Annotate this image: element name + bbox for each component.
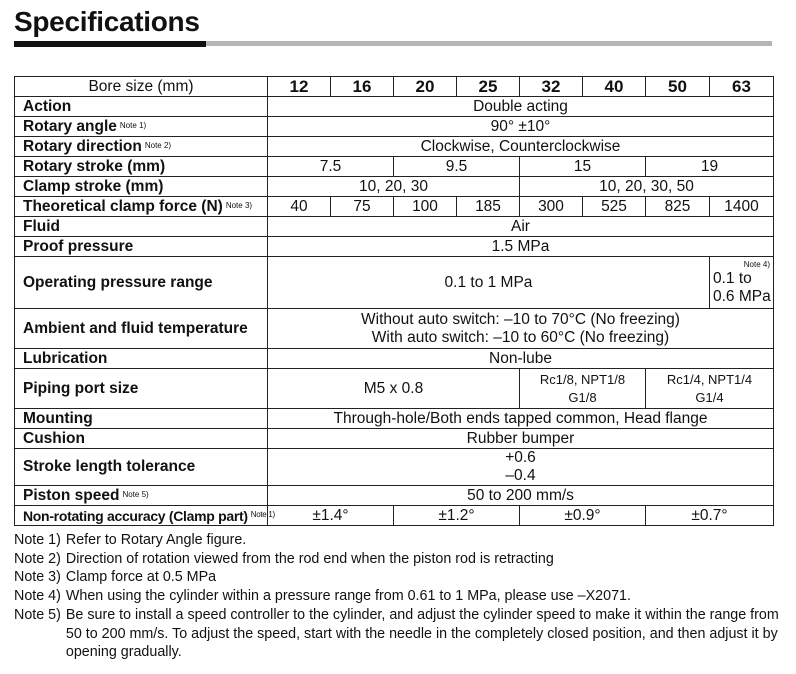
table-row-clamp-force: [15, 197, 774, 217]
clamp-stroke-value: 10, 20, 30, 50: [520, 177, 774, 197]
note-ref: Note 1): [119, 120, 147, 130]
temperature-line: With auto switch: –10 to 60°C (No freezing): [371, 328, 670, 346]
clamp-force-value: 525: [583, 197, 646, 217]
lubrication-label: Lubrication: [15, 349, 268, 369]
rotary-angle-label: Rotary angle $^{Note 1)}$: [15, 117, 268, 137]
note-2: Note 2) Direction of rotation viewed from the rod end when the piston rod is retracting: [14, 550, 554, 567]
mounting-value: Through-hole/Both ends tapped common, Head flange: [268, 409, 774, 429]
note-4: Note 4) When using the cylinder within a pressure range from 0.61 to 1 MPa, please use –X2071.: [14, 588, 631, 605]
table-row-cushion: [15, 429, 774, 449]
piping-port-value: Rc1/8, NPT1/8 G1/8: [520, 369, 646, 409]
piston-speed-label: Piston speed $^{Note 5)}$: [15, 486, 268, 506]
clamp-stroke-value: 10, 20, 30: [268, 177, 520, 197]
rotary-stroke-value: 9.5: [394, 157, 520, 177]
note-ref: Note 3): [225, 200, 253, 210]
operating-pressure-label: Operating pressure range: [15, 257, 268, 309]
clamp-force-value: 185: [457, 197, 520, 217]
table-row-proof-pressure: [15, 237, 774, 257]
note-ref: Note 5): [122, 489, 149, 499]
piping-port-value: Rc1/4, NPT1/4 G1/4: [646, 369, 774, 409]
table-row-lubrication: [15, 349, 774, 369]
table-row-piston-speed: [15, 486, 774, 506]
proof-pressure-label: Proof pressure: [15, 237, 268, 257]
page-title: Specifications: [14, 6, 200, 37]
bore-50: 50: [646, 77, 710, 97]
note-ref: Note 1): [250, 509, 275, 519]
note-5: Note 5) Be sure to install a speed controller to the cylinder, and adjust the cylinder speed to make it within the range from 50 to 200 mm/s. To adjust the speed, start with the needle in the completely closed position, and then adjust it by opening gradually.: [14, 606, 779, 661]
proof-pressure-value: 1.5 MPa: [268, 237, 774, 257]
note-1: Note 1) Refer to Rotary Angle figure.: [14, 532, 247, 548]
note-ref: Note 4): [743, 259, 770, 269]
clamp-stroke-label: Clamp stroke (mm): [15, 177, 268, 197]
rotary-direction-label: Rotary direction $^{Note 2)}$: [15, 137, 268, 157]
temperature-label: Ambient and fluid temperature: [15, 309, 268, 349]
clamp-force-value: 40: [268, 197, 331, 217]
temperature-value: [268, 309, 774, 349]
table-row-rotary-stroke: [15, 157, 774, 177]
operating-pressure-value-63: [710, 257, 774, 309]
operating-pressure-alt-line: 0.1 to: [713, 269, 752, 287]
table-row-fluid: [15, 217, 774, 237]
stroke-tolerance-label: Stroke length tolerance: [15, 449, 268, 486]
operating-pressure-value: 0.1 to 1 MPa: [268, 257, 710, 309]
rotary-stroke-label: Rotary stroke (mm): [15, 157, 268, 177]
cushion-label: Cushion: [15, 429, 268, 449]
accuracy-value: ±1.4°: [268, 506, 394, 526]
lubrication-value: Non-lube: [268, 349, 774, 369]
tolerance-minus: –0.4: [505, 467, 536, 484]
table-row-piping-port: [15, 369, 774, 409]
temperature-line: Without auto switch: –10 to 70°C (No freezing): [361, 310, 680, 328]
title-underline-accent: [14, 41, 206, 47]
bore-20: 20: [394, 77, 457, 97]
note-3: Note 3) Clamp force at 0.5 MPa: [14, 569, 217, 586]
piping-port-value: M5 x 0.8: [268, 369, 520, 409]
clamp-force-value: 300: [520, 197, 583, 217]
bore-63: 63: [710, 77, 774, 97]
rotary-stroke-value: 19: [646, 157, 774, 177]
note-ref: Note 2): [144, 140, 172, 150]
bore-12: 12: [268, 77, 331, 97]
table-row-mounting: [15, 409, 774, 429]
cushion-value: Rubber bumper: [268, 429, 774, 449]
rotary-direction-value: Clockwise, Counterclockwise: [268, 137, 774, 157]
specifications-table: [14, 76, 774, 526]
table-row-rotary-angle: [15, 117, 774, 137]
action-value: Double acting: [268, 97, 774, 117]
rotary-stroke-value: 7.5: [268, 157, 394, 177]
bore-16: 16: [331, 77, 394, 97]
accuracy-value: ±0.9°: [520, 506, 646, 526]
notes-section: [14, 531, 784, 662]
bore-32: 32: [520, 77, 583, 97]
clamp-force-value: 825: [646, 197, 710, 217]
mounting-label: Mounting: [15, 409, 268, 429]
table-row-clamp-stroke: [15, 177, 774, 197]
table-row-action: [15, 97, 774, 117]
clamp-force-label: Theoretical clamp force (N) $^{Note 3)}$: [15, 197, 268, 217]
table-row-stroke-tolerance: [15, 449, 774, 486]
accuracy-value: ±0.7°: [646, 506, 774, 526]
piston-speed-value: 50 to 200 mm/s: [268, 486, 774, 506]
table-row-accuracy: [15, 506, 774, 526]
piping-port-label: Piping port size: [15, 369, 268, 409]
table-row-temperature: [15, 309, 774, 349]
rotary-stroke-value: 15: [520, 157, 646, 177]
rotary-angle-value: 90° ±10°: [268, 117, 774, 137]
clamp-force-value: 75: [331, 197, 394, 217]
table-row-rotary-direction: [15, 137, 774, 157]
fluid-value: Air: [268, 217, 774, 237]
table-row-operating-pressure: [15, 257, 774, 309]
accuracy-value: ±1.2°: [394, 506, 520, 526]
tolerance-plus: +0.6: [505, 449, 536, 466]
action-label: Action: [15, 97, 268, 117]
fluid-label: Fluid: [15, 217, 268, 237]
operating-pressure-alt-line: 0.6 MPa: [713, 287, 771, 305]
bore-40: 40: [583, 77, 646, 97]
accuracy-label: Non-rotating accuracy (Clamp part) $^{Note 1)}$: [15, 506, 268, 526]
clamp-force-value: 100: [394, 197, 457, 217]
bore-size-label: Bore size (mm): [15, 77, 268, 97]
stroke-tolerance-value: [268, 449, 774, 486]
clamp-force-value: 1400: [710, 197, 774, 217]
bore-25: 25: [457, 77, 520, 97]
header-row: [15, 77, 774, 97]
